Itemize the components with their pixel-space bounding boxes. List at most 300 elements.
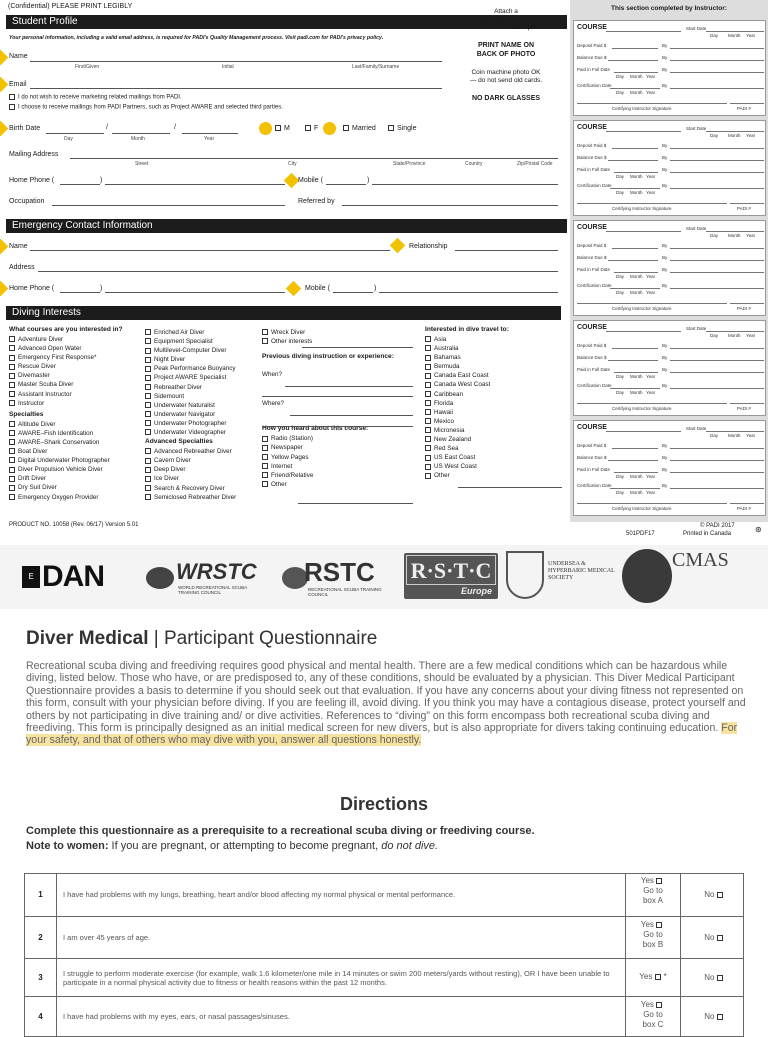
photo-instructions xyxy=(448,8,564,130)
question-text: I struggle to perform moderate exercise (for example, walk 1.6 kilometer/one mile in 14 minutes or swim 200 meters/yards without resting), OR I have been unable to participate in a normal physical activity due to fitness or health reasons within the past 12 months. xyxy=(63,968,610,987)
yes-checkbox[interactable] xyxy=(656,922,662,928)
travel-option xyxy=(425,408,565,417)
signature-field[interactable] xyxy=(577,403,727,404)
by-field[interactable] xyxy=(670,260,764,261)
heard-option-label: Internet xyxy=(271,462,293,470)
checkbox[interactable] xyxy=(425,355,431,361)
course-option-label: Master Scuba Diver xyxy=(18,381,74,389)
course-option xyxy=(9,399,144,408)
start-date-field[interactable] xyxy=(706,131,764,132)
checkbox[interactable] xyxy=(425,455,431,461)
by-field[interactable] xyxy=(670,448,764,449)
travel-option xyxy=(425,380,565,389)
signature-label: Certifying Instructor Signature xyxy=(612,406,672,411)
travel-option-label: Canada West Coast xyxy=(434,381,491,389)
when-field[interactable] xyxy=(285,386,413,387)
checkbox[interactable] xyxy=(425,336,431,342)
by-label: By xyxy=(662,155,668,160)
by-field[interactable] xyxy=(670,472,764,473)
name-field[interactable] xyxy=(30,61,442,62)
course-field[interactable] xyxy=(606,231,681,232)
advanced-specialty-option-label: Advanced Rebreather Diver xyxy=(154,448,232,456)
copyright: © PADI 2017 xyxy=(700,523,735,529)
interest-option xyxy=(262,328,417,337)
yes-checkbox[interactable] xyxy=(656,1002,662,1008)
course-field[interactable] xyxy=(606,331,681,332)
heard-option xyxy=(262,434,417,443)
travel-option xyxy=(425,426,565,435)
goto-label: Go to xyxy=(643,930,663,939)
mailing-field[interactable] xyxy=(70,158,558,159)
heard-other-field[interactable] xyxy=(298,503,413,504)
course-option-label: Instructor xyxy=(18,399,45,407)
checkbox[interactable] xyxy=(9,373,15,379)
heard-question: How you heard about this course: xyxy=(262,425,369,433)
checkbox[interactable] xyxy=(425,382,431,388)
month-sublabel: Month xyxy=(630,274,643,279)
dan-logo-text: DAN xyxy=(42,560,104,593)
by-field[interactable] xyxy=(670,160,764,161)
checkbox[interactable] xyxy=(425,436,431,442)
by-field[interactable] xyxy=(670,148,764,149)
deposit-field[interactable] xyxy=(612,48,658,49)
checkbox[interactable] xyxy=(425,373,431,379)
checkbox[interactable] xyxy=(9,430,15,436)
e-name-field[interactable] xyxy=(30,250,390,251)
cert-date-field[interactable] xyxy=(610,88,660,89)
checkbox[interactable] xyxy=(145,476,151,482)
by-field[interactable] xyxy=(670,60,764,61)
cmas-logo-text: CMAS xyxy=(672,549,729,571)
padi-number-field[interactable] xyxy=(730,303,764,304)
start-date-field[interactable] xyxy=(706,31,764,32)
deposit-field[interactable] xyxy=(612,448,658,449)
travel-option xyxy=(425,435,565,444)
specialty-option-label: AWARE–Shark Conservation xyxy=(18,438,100,446)
paid-full-field[interactable] xyxy=(614,472,658,473)
padi-number-field[interactable] xyxy=(730,203,764,204)
padi-number-label: PADI # xyxy=(737,306,751,311)
specialty-option-label: Altitude Diver xyxy=(18,420,56,428)
specialties-heading: Specialties xyxy=(9,410,44,418)
specialty-option xyxy=(9,420,144,429)
specialty-option xyxy=(145,328,260,337)
course-field[interactable] xyxy=(606,31,681,32)
by-field[interactable] xyxy=(670,272,764,273)
month-sublabel: Month xyxy=(630,174,643,179)
directions-text: Complete this questionnaire as a prerequisite to a recreational scuba diving or freediving course. xyxy=(26,825,535,837)
checkbox[interactable] xyxy=(262,338,268,344)
checkbox[interactable] xyxy=(9,345,15,351)
e-relationship-field[interactable] xyxy=(455,250,558,251)
instructor-course-block xyxy=(573,320,766,416)
paid-full-label: Paid in Full Date xyxy=(577,467,611,472)
advanced-specialty-option xyxy=(145,484,260,493)
checkbox[interactable] xyxy=(262,454,268,460)
no-checkbox[interactable] xyxy=(717,975,723,981)
course-option-label: Adventure Diver xyxy=(18,336,64,343)
checkbox[interactable] xyxy=(145,338,151,344)
specialty-option xyxy=(9,429,144,438)
checkbox[interactable] xyxy=(9,94,15,100)
e-home-phone-field[interactable] xyxy=(105,292,285,293)
checkbox[interactable] xyxy=(145,420,151,426)
yes-checkbox[interactable] xyxy=(655,974,661,980)
travel-option-label: New Zealand xyxy=(434,436,472,444)
name-label: Name xyxy=(9,53,28,60)
specialty-option xyxy=(145,364,260,373)
checkbox[interactable] xyxy=(145,402,151,408)
deposit-field[interactable] xyxy=(612,148,658,149)
cert-date-label: Certification Date xyxy=(577,483,612,488)
form-code: 501PDF17 xyxy=(626,531,655,537)
padi-number-field[interactable] xyxy=(730,503,764,504)
question-row xyxy=(24,959,744,997)
directions-heading: Directions xyxy=(339,794,429,814)
specialty-option xyxy=(9,474,144,483)
travel-option-label: Mexico xyxy=(434,417,454,425)
checkbox[interactable] xyxy=(145,448,151,454)
day-sublabel: Day xyxy=(710,33,719,38)
checkbox[interactable] xyxy=(262,445,268,451)
checkbox[interactable] xyxy=(9,400,15,406)
previous-instruction-question: Previous diving instruction or experience: xyxy=(262,353,394,361)
cert-date-label: Certification Date xyxy=(577,183,612,188)
heard-option-label: Yellow Pages xyxy=(271,453,309,461)
course-label: COURSE xyxy=(577,24,607,31)
checkbox[interactable] xyxy=(145,429,151,435)
specialty-option xyxy=(145,383,260,392)
medical-title xyxy=(26,628,377,650)
start-date-label: Start Date xyxy=(686,226,707,231)
year-sublabel: Year xyxy=(746,233,756,238)
checkbox[interactable] xyxy=(425,473,431,479)
by-field[interactable] xyxy=(670,172,764,173)
initial-sublabel: Initial xyxy=(222,64,234,70)
month-sublabel: Month xyxy=(728,333,741,338)
specialty-option xyxy=(145,337,260,346)
cert-date-field[interactable] xyxy=(610,388,660,389)
year-sublabel: Year xyxy=(746,133,756,138)
question-row xyxy=(24,917,744,959)
year-sublabel: Year xyxy=(646,90,656,95)
start-date-label: Start Date xyxy=(686,326,707,331)
checkbox[interactable] xyxy=(275,125,281,131)
deposit-label: Deposit Paid $ xyxy=(577,243,607,248)
day-sublabel: Day xyxy=(710,433,719,438)
checkbox[interactable] xyxy=(425,364,431,370)
by-label: By xyxy=(662,183,668,188)
checkbox[interactable] xyxy=(145,384,151,390)
no-label: No xyxy=(704,933,715,942)
checkbox[interactable] xyxy=(262,481,268,487)
checkbox[interactable] xyxy=(425,391,431,397)
checkbox[interactable] xyxy=(145,485,151,491)
no-checkbox[interactable] xyxy=(717,1014,723,1020)
required-marker xyxy=(286,281,302,297)
month-sublabel: Month xyxy=(728,133,741,138)
photo-no-dark-glasses: NO DARK GLASSES xyxy=(471,95,541,102)
checkbox[interactable] xyxy=(9,421,15,427)
signature-field[interactable] xyxy=(577,103,727,104)
rstc-europe-logo xyxy=(404,553,498,599)
checkbox[interactable] xyxy=(9,494,15,500)
balance-field[interactable] xyxy=(608,360,658,361)
by-field[interactable] xyxy=(670,388,764,389)
checkbox[interactable] xyxy=(9,104,15,110)
month-sublabel: Month xyxy=(728,233,741,238)
specialty-option xyxy=(9,493,144,502)
checkbox[interactable] xyxy=(145,411,151,417)
checkbox[interactable] xyxy=(262,463,268,469)
checkbox[interactable] xyxy=(9,457,15,463)
checkbox[interactable] xyxy=(9,355,15,361)
signature-field[interactable] xyxy=(577,503,727,504)
yes-label: Yes xyxy=(640,876,654,885)
by-label: By xyxy=(662,343,668,348)
checkbox[interactable] xyxy=(425,445,431,451)
month-sublabel: Month xyxy=(630,390,643,395)
question-number: 2 xyxy=(25,917,57,958)
e-mobile-field[interactable] xyxy=(379,292,558,293)
start-date-field[interactable] xyxy=(706,431,764,432)
e-home-area[interactable] xyxy=(60,292,100,293)
heard-option xyxy=(262,471,417,480)
travel-other-field[interactable] xyxy=(458,487,562,488)
start-date-field[interactable] xyxy=(706,231,764,232)
checkbox[interactable] xyxy=(145,357,151,363)
interest-option-label: Wreck Diver xyxy=(271,329,306,336)
paid-full-field[interactable] xyxy=(614,272,658,273)
mobile-field[interactable] xyxy=(372,184,558,185)
yes-cell xyxy=(625,997,681,1036)
balance-field[interactable] xyxy=(608,160,658,161)
checkbox[interactable] xyxy=(145,348,151,354)
padi-number-label: PADI # xyxy=(737,206,751,211)
specialty-option-label: Sidemount xyxy=(154,392,185,400)
where-field[interactable] xyxy=(290,415,413,416)
by-field[interactable] xyxy=(670,72,764,73)
padi-logo-icon: ⊛ xyxy=(755,525,762,534)
checkbox[interactable] xyxy=(145,458,151,464)
intro-highlight: For your safety, and that of others who may dive with you, answer all questions honestly. xyxy=(26,722,738,747)
f-label: F xyxy=(314,125,319,132)
checkbox[interactable] xyxy=(9,336,15,342)
cert-date-field[interactable] xyxy=(610,288,660,289)
checkbox[interactable] xyxy=(9,439,15,445)
by-label: By xyxy=(662,243,668,248)
by-field[interactable] xyxy=(670,460,764,461)
birth-year-field[interactable] xyxy=(182,133,238,134)
courses-column xyxy=(9,325,144,502)
paid-full-field[interactable] xyxy=(614,372,658,373)
month-sublabel: Month xyxy=(728,33,741,38)
signature-field[interactable] xyxy=(577,203,727,204)
year-sublabel: Year xyxy=(646,474,656,479)
by-label: By xyxy=(662,367,668,372)
checkbox[interactable] xyxy=(425,400,431,406)
gender-m xyxy=(275,125,290,132)
checkbox[interactable] xyxy=(425,345,431,351)
course-option-label: Rescue Diver xyxy=(18,363,56,371)
checkbox[interactable] xyxy=(145,375,151,381)
where-field-2[interactable] xyxy=(262,426,413,427)
paid-full-field[interactable] xyxy=(614,172,658,173)
course-option-label: Advanced Open Water xyxy=(18,345,82,353)
no-cell xyxy=(685,873,745,916)
cert-date-field[interactable] xyxy=(610,188,660,189)
section-emergency: Emergency Contact Information xyxy=(6,219,567,233)
day-sublabel: Day xyxy=(710,233,719,238)
start-date-label: Start Date xyxy=(686,126,707,131)
by-field[interactable] xyxy=(670,88,764,89)
deposit-field[interactable] xyxy=(612,348,658,349)
checkbox[interactable] xyxy=(9,485,15,491)
by-label: By xyxy=(662,267,668,272)
cert-date-field[interactable] xyxy=(610,488,660,489)
question-text: I have had problems with my lungs, breathing, heart and/or blood affecting my normal physical or mental performance. xyxy=(63,890,456,899)
heard-option-label: Other xyxy=(271,480,287,488)
yes-checkbox[interactable] xyxy=(656,878,662,884)
by-field[interactable] xyxy=(670,488,764,489)
no-label: No xyxy=(704,973,715,982)
photo-print-name: PRINT NAME ON xyxy=(478,42,534,49)
checkbox[interactable] xyxy=(262,329,268,335)
mobile-label: Mobile ( xyxy=(298,177,323,184)
checkbox[interactable] xyxy=(145,393,151,399)
uhms-shield-icon xyxy=(506,551,544,599)
signature-label: Certifying Instructor Signature xyxy=(612,106,672,111)
no-checkbox[interactable] xyxy=(717,892,723,898)
checkbox[interactable] xyxy=(305,125,311,131)
required-marker xyxy=(0,281,8,297)
balance-field[interactable] xyxy=(608,60,658,61)
heard-option-label: Friend/Relative xyxy=(271,471,314,479)
checkbox[interactable] xyxy=(425,427,431,433)
course-option-label: Divemaster xyxy=(18,372,50,380)
checkbox[interactable] xyxy=(9,476,15,482)
course-label: COURSE xyxy=(577,324,607,331)
travel-option xyxy=(425,371,565,380)
balance-field[interactable] xyxy=(608,260,658,261)
course-option xyxy=(9,362,144,371)
email-field[interactable] xyxy=(30,88,442,89)
required-marker xyxy=(0,121,8,137)
referred-field[interactable] xyxy=(342,205,558,206)
course-option xyxy=(9,335,144,344)
opt-out-label: I do not wish to receive marketing related mailings from PADI. xyxy=(18,94,182,101)
required-marker xyxy=(323,122,336,135)
specialty-option-label: AWARE–Fish Identification xyxy=(18,429,94,437)
when-field-2[interactable] xyxy=(262,396,413,397)
day-sublabel: Day xyxy=(616,190,625,195)
course-field[interactable] xyxy=(606,431,681,432)
heard-option-label: Newspaper xyxy=(271,444,303,452)
checkbox[interactable] xyxy=(343,125,349,131)
deposit-field[interactable] xyxy=(612,248,658,249)
checkbox[interactable] xyxy=(9,364,15,370)
by-label: By xyxy=(662,355,668,360)
by-field[interactable] xyxy=(670,360,764,361)
checkbox[interactable] xyxy=(145,366,151,372)
signature-field[interactable] xyxy=(577,303,727,304)
checkbox[interactable] xyxy=(9,382,15,388)
advanced-specialty-option xyxy=(145,456,260,465)
advanced-specialty-option xyxy=(145,493,260,502)
advanced-specialty-option-label: Cavern Diver xyxy=(154,457,191,465)
by-field[interactable] xyxy=(670,48,764,49)
home-phone-area[interactable] xyxy=(60,184,100,185)
by-field[interactable] xyxy=(670,348,764,349)
checkbox[interactable] xyxy=(425,464,431,470)
checkbox[interactable] xyxy=(145,494,151,500)
checkbox[interactable] xyxy=(9,448,15,454)
paid-full-field[interactable] xyxy=(614,72,658,73)
e-address-field[interactable] xyxy=(38,271,558,272)
by-field[interactable] xyxy=(670,288,764,289)
checkbox[interactable] xyxy=(262,472,268,478)
checkbox[interactable] xyxy=(388,125,394,131)
paid-full-label: Paid in Full Date xyxy=(577,67,611,72)
course-option xyxy=(9,353,144,362)
interest-option xyxy=(262,337,417,346)
course-option-label: Emergency First Response* xyxy=(18,354,97,362)
checkbox[interactable] xyxy=(262,436,268,442)
birth-day-field[interactable] xyxy=(46,133,104,134)
dan-emblem-icon: E xyxy=(22,566,40,588)
checkbox[interactable] xyxy=(9,467,15,473)
by-field[interactable] xyxy=(670,188,764,189)
start-date-field[interactable] xyxy=(706,331,764,332)
photo-coin: Coin machine photo OK xyxy=(471,69,541,76)
checkbox[interactable] xyxy=(145,329,151,335)
occupation-field[interactable] xyxy=(52,205,285,206)
checkbox[interactable] xyxy=(9,391,15,397)
goto-box-label: box C xyxy=(642,1020,664,1029)
instructor-course-block xyxy=(573,20,766,116)
balance-field[interactable] xyxy=(608,460,658,461)
course-field[interactable] xyxy=(606,131,681,132)
title-rest: Participant Questionnaire xyxy=(164,628,378,649)
checkbox[interactable] xyxy=(425,418,431,424)
heard-option xyxy=(262,443,417,452)
checkbox[interactable] xyxy=(145,467,151,473)
single-label: Single xyxy=(397,125,417,132)
travel-option-label: Australia xyxy=(434,345,459,353)
checkbox[interactable] xyxy=(425,409,431,415)
birth-month-field[interactable] xyxy=(112,133,170,134)
mobile-area[interactable] xyxy=(326,184,366,185)
other-interests-field[interactable] xyxy=(302,347,413,348)
start-date-label: Start Date xyxy=(686,426,707,431)
zip-sublabel: Zip/Postal Code xyxy=(517,161,553,167)
where-label: Where? xyxy=(262,400,285,408)
year-sublabel: Year xyxy=(746,433,756,438)
by-field[interactable] xyxy=(670,372,764,373)
by-field[interactable] xyxy=(670,248,764,249)
yes-label: Yes xyxy=(640,920,654,929)
no-checkbox[interactable] xyxy=(717,935,723,941)
padi-number-field[interactable] xyxy=(730,103,764,104)
travel-option-label: Red Sea xyxy=(434,445,459,453)
home-phone-field[interactable] xyxy=(105,184,285,185)
padi-number-field[interactable] xyxy=(730,403,764,404)
advanced-specialty-option-label: Search & Recovery Diver xyxy=(154,484,225,492)
e-mobile-area[interactable] xyxy=(333,292,373,293)
cert-date-label: Certification Date xyxy=(577,83,612,88)
yes-label: Yes xyxy=(639,972,653,981)
instructor-header: This section completed by Instructor: xyxy=(611,5,727,12)
